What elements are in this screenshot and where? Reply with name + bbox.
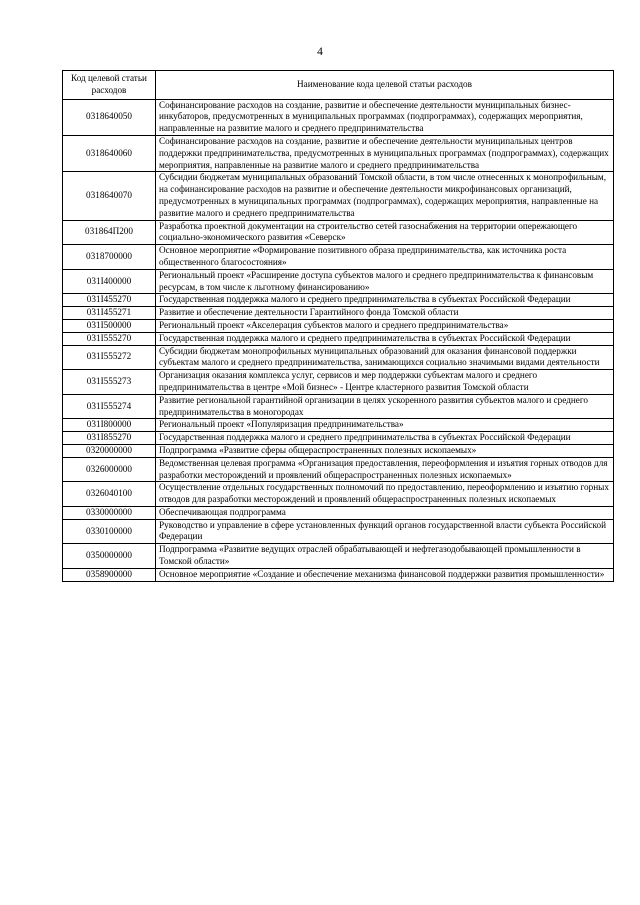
table-body xyxy=(63,99,614,581)
row-name: Осуществление отдельных государственных полномочий по предоставлению, переоформлению и изъятию горных отводов для разработки месторождений и проявлений общераспространенных полезных ископаемых xyxy=(156,482,614,507)
table-row xyxy=(63,482,614,507)
budget-codes-table xyxy=(62,70,614,582)
row-name: Руководство и управление в сфере установленных функций органов государственной власти субъекта Российской Федерации xyxy=(156,519,614,544)
row-name: Региональный проект «Популяризация предпринимательства» xyxy=(156,419,614,432)
table-header-row xyxy=(63,71,614,100)
row-code: 031I800000 xyxy=(63,419,156,432)
row-code: 0326000000 xyxy=(63,457,156,482)
row-name: Государственная поддержка малого и среднего предпринимательства в субъектах Российской Федерации xyxy=(156,294,614,307)
row-name: Обеспечивающая подпрограмма xyxy=(156,506,614,519)
row-name: Основное мероприятие «Формирование позитивного образа предпринимательства, как источника роста общественного благосостояния» xyxy=(156,245,614,270)
row-code: 0350000000 xyxy=(63,544,156,569)
row-name: Развитие и обеспечение деятельности Гарантийного фонда Томской области xyxy=(156,307,614,320)
row-code: 0318640060 xyxy=(63,135,156,171)
table-row xyxy=(63,457,614,482)
row-code: 0330000000 xyxy=(63,506,156,519)
row-code: 031I555274 xyxy=(63,394,156,419)
header-code: Код целевой статьи расходов xyxy=(63,71,156,100)
table-row xyxy=(63,568,614,581)
row-code: 0318700000 xyxy=(63,245,156,270)
row-code: 031I855270 xyxy=(63,432,156,445)
row-name: Разработка проектной документации на строительство сетей газоснабжения на территории опережающего социально-экономического развития «Северск» xyxy=(156,220,614,245)
table-row xyxy=(63,444,614,457)
table-row xyxy=(63,319,614,332)
row-code: 031864П200 xyxy=(63,220,156,245)
table-row xyxy=(63,432,614,445)
table-row xyxy=(63,370,614,395)
row-code: 0330100000 xyxy=(63,519,156,544)
row-code: 0326040100 xyxy=(63,482,156,507)
table-row xyxy=(63,220,614,245)
row-code: 0318640050 xyxy=(63,99,156,135)
row-name: Ведомственная целевая программа «Организация предоставления, переоформления и изъятия горных отводов для разработки месторождений и проявлений общераспространенных полезных ископаемых» xyxy=(156,457,614,482)
table-row xyxy=(63,544,614,569)
table-row xyxy=(63,172,614,220)
row-name: Основное мероприятие «Создание и обеспечение механизма финансовой поддержки развития промышленности» xyxy=(156,568,614,581)
table-row xyxy=(63,332,614,345)
row-code: 031I555272 xyxy=(63,345,156,370)
table-row xyxy=(63,345,614,370)
row-code: 0318640070 xyxy=(63,172,156,220)
row-name: Региональный проект «Акселерация субъектов малого и среднего предпринимательства» xyxy=(156,319,614,332)
row-code: 0320000000 xyxy=(63,444,156,457)
table-row xyxy=(63,307,614,320)
table-row xyxy=(63,294,614,307)
row-name: Подпрограмма «Развитие сферы общераспространенных полезных ископаемых» xyxy=(156,444,614,457)
row-code: 031I500000 xyxy=(63,319,156,332)
header-name: Наименование кода целевой статьи расходов xyxy=(156,71,614,100)
row-name: Развитие региональной гарантийной организации в целях ускоренного развития субъектов малого и среднего предпринимательства в моногородах xyxy=(156,394,614,419)
row-code: 031I555273 xyxy=(63,370,156,395)
row-code: 031I555270 xyxy=(63,332,156,345)
row-name: Подпрограмма «Развитие ведущих отраслей обрабатывающей и нефтегазодобывающей промышленности в Томской области» xyxy=(156,544,614,569)
table-row xyxy=(63,99,614,135)
row-code: 031I455270 xyxy=(63,294,156,307)
row-name: Организация оказания комплекса услуг, сервисов и мер поддержки субъектам малого и среднего предпринимательства в центре «Мой бизнес» - Центре кластерного развития Томской области xyxy=(156,370,614,395)
table-row xyxy=(63,245,614,270)
row-name: Субсидии бюджетам муниципальных образований Томской области, в том числе отнесенных к монопрофильным, на софинансирование расходов на развитие и обеспечение деятельности микрофинансовых организаций, предусмотренных в муниципальных программах (подпрограммах), содержащих мероприятия, направленные на развитие малого и среднего предпринимательства xyxy=(156,172,614,220)
row-name: Государственная поддержка малого и среднего предпринимательства в субъектах Российской Федерации xyxy=(156,432,614,445)
page-number: 4 xyxy=(317,46,323,58)
table-row xyxy=(63,269,614,294)
row-code: 0358900000 xyxy=(63,568,156,581)
row-name: Региональный проект «Расширение доступа субъектов малого и среднего предпринимательства к финансовым ресурсам, в том числе к льготному финансированию» xyxy=(156,269,614,294)
row-code: 031I400000 xyxy=(63,269,156,294)
table-row xyxy=(63,419,614,432)
row-code: 031I455271 xyxy=(63,307,156,320)
row-name: Софинансирование расходов на создание, развитие и обеспечение деятельности муниципальных бизнес-инкубаторов, предусмотренных в муниципальных программах (подпрограммах), содержащих мероприятия, направленные на развитие малого и среднего предпринимательства xyxy=(156,99,614,135)
table-row xyxy=(63,135,614,171)
table-row xyxy=(63,506,614,519)
row-name: Софинансирование расходов на создание, развитие и обеспечение деятельности муниципальных центров поддержки предпринимательства, предусмотренных в муниципальных программах (подпрограммах), содержащих мероприятия, направленные на развитие малого и среднего предпринимательства xyxy=(156,135,614,171)
row-name: Государственная поддержка малого и среднего предпринимательства в субъектах Российской Федерации xyxy=(156,332,614,345)
table-row xyxy=(63,394,614,419)
row-name: Субсидии бюджетам монопрофильных муниципальных образований для оказания финансовой поддержки субъектам малого и среднего предпринимательства, занимающихся социально значимыми видами деятельности xyxy=(156,345,614,370)
table-row xyxy=(63,519,614,544)
